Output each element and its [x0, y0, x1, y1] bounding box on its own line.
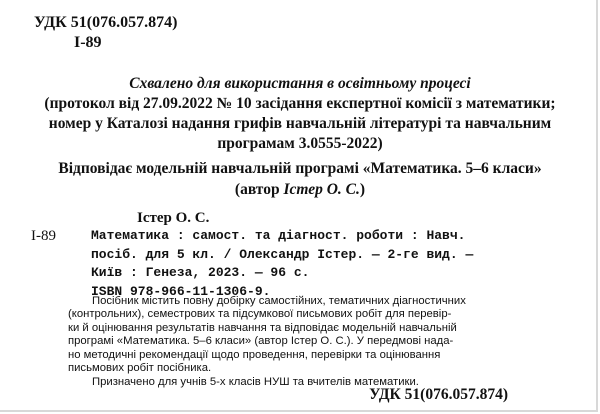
classification-code: І-89	[31, 228, 56, 244]
annotation-line: (контрольних), семестрових та підсумкової письмових робіт для перевір-	[68, 308, 452, 321]
bib-line: Математика : самост. та діагност. роботи : Навч.	[91, 228, 466, 243]
annotation-line: письмових робіт посібника.	[68, 362, 212, 375]
classification-code-top: І-89	[74, 34, 102, 51]
program-author-line	[0, 179, 600, 200]
approval-catalog: номер у Каталозі надання грифів навчальній літературі та навчальним	[48, 115, 552, 132]
isbn: ISBN 978-966-11-1306-9.	[91, 283, 271, 299]
annotation-line: Посібник містить повну добірку самостійних, тематичних діагностичних	[92, 295, 466, 307]
approval-protocol: (протокол від 27.09.2022 № 10 засідання експертної комісії з математики;	[44, 95, 556, 112]
audience-note: Призначено для учнів 5-х класів НУШ та вчителів математики.	[92, 376, 419, 389]
program-author-prefix: (автор	[234, 181, 284, 198]
program-compliance	[0, 158, 600, 200]
annotation-line: ки й оцінювання результатів навчання та відповідає модельній навчальній	[68, 321, 457, 334]
bib-line: посіб. для 5 кл. / Олександр Істер. — 2-ге вид. —	[91, 246, 474, 262]
annotation-line: програмі «Математика. 5–6 класи» (автор Істер О. С.). У передмові нада-	[68, 335, 454, 348]
book-author: Істер О. С.	[137, 210, 210, 226]
annotation	[68, 295, 488, 390]
program-line: Відповідає модельній навчальній програмі «Математика. 5–6 класи»	[58, 160, 542, 177]
program-author: Істер О. С.	[283, 181, 360, 198]
approval-catalog-end: програмам 3.0555-2022)	[217, 135, 383, 152]
bib-line: Київ : Генеза, 2023. — 96 с.	[91, 265, 310, 280]
approval-title: Схвалено для використання в освітньому процесі	[129, 75, 471, 92]
program-author-suffix: )	[359, 181, 366, 198]
annotation-line: но методичні рекомендації щодо проведення, перевірки та оцінювання	[68, 348, 441, 361]
udk-code-bottom: УДК 51(076.057.874)	[369, 386, 508, 403]
approval-block	[0, 74, 600, 154]
bibliographic-record	[91, 227, 474, 301]
udk-code-top: УДК 51(076.057.874)	[34, 14, 178, 31]
